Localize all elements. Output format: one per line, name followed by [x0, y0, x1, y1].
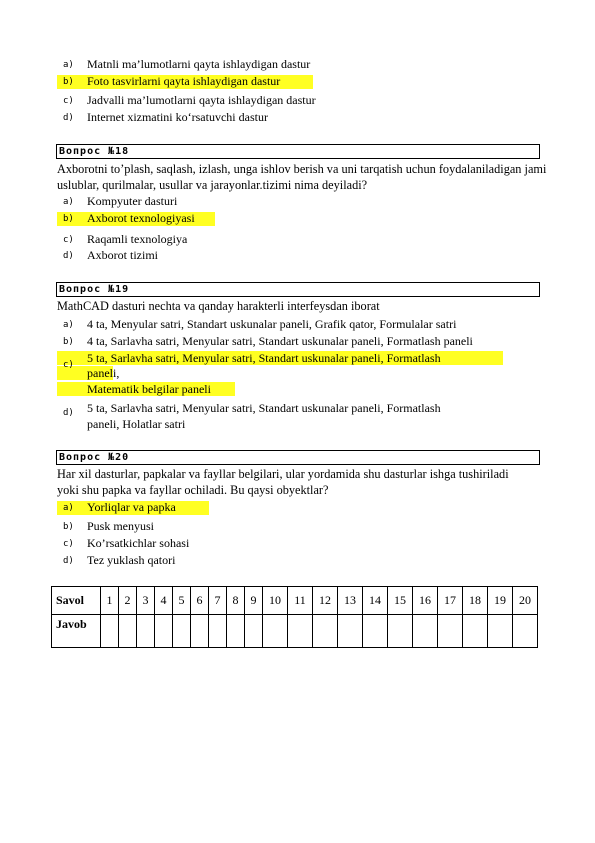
option-letter: a)	[63, 60, 74, 70]
answer-cell[interactable]	[413, 615, 438, 648]
answer-table	[51, 586, 538, 648]
question-18-text: Axborotni to’plash, saqlash, izlash, unga ishlov berish va uni tarqatish uchun foydalaniladigan jami uslublar, qurilmalar, usullar va jarayonlar.tizimi nima deyiladi?	[57, 162, 547, 192]
option-text: paneli, Holatlar satri	[87, 417, 186, 431]
option-letter: c)	[63, 360, 74, 370]
option-letter: c)	[63, 235, 74, 245]
option-text: Matematik belgilar paneli	[87, 382, 211, 396]
answer-cell[interactable]	[119, 615, 137, 648]
question-number-cell: 12	[313, 587, 338, 615]
answer-cell[interactable]	[338, 615, 363, 648]
option-text: Yorliqlar va papka	[87, 500, 176, 514]
answer-cell[interactable]	[137, 615, 155, 648]
javob-label: Javob	[52, 615, 101, 648]
question-number-cell: 9	[245, 587, 263, 615]
question-number: Вопрос №20	[59, 452, 130, 463]
option-text: Axborot texnologiyasi	[87, 211, 195, 225]
answer-cell[interactable]	[263, 615, 288, 648]
answer-cell[interactable]	[245, 615, 263, 648]
question-number-cell: 10	[263, 587, 288, 615]
answer-cell[interactable]	[513, 615, 538, 648]
option-letter: d)	[63, 556, 74, 566]
question-number-cell: 6	[191, 587, 209, 615]
question-number-cell: 16	[413, 587, 438, 615]
table-row-javob	[52, 615, 538, 648]
question-19-header	[56, 282, 540, 297]
answer-cell[interactable]	[313, 615, 338, 648]
question-number-cell: 17	[438, 587, 463, 615]
option-letter: b)	[63, 77, 74, 87]
question-20-text: Har xil dasturlar, papkalar va fayllar belgilari, ular yordamida shu dasturlar ishga tushiriladi yoki shu papka va fayllar ochiladi. Bu qaysi obyektlar?	[57, 467, 509, 497]
answer-cell[interactable]	[155, 615, 173, 648]
answer-cell[interactable]	[288, 615, 313, 648]
option-text: Jadvalli ma’lumotlarni qayta ishlaydigan dastur	[87, 93, 316, 107]
option-letter: a)	[63, 503, 74, 513]
option-text: Foto tasvirlarni qayta ishlaydigan dastur	[87, 74, 281, 88]
option-letter: b)	[63, 522, 74, 532]
savol-label: Savol	[52, 587, 101, 615]
option-letter: d)	[63, 113, 74, 123]
question-number-cell: 5	[173, 587, 191, 615]
question-number-cell: 8	[227, 587, 245, 615]
option-text: Axborot tizimi	[87, 248, 158, 262]
answer-cell[interactable]	[438, 615, 463, 648]
question-number-cell: 15	[388, 587, 413, 615]
option-text: Ko’rsatkichlar sohasi	[87, 536, 190, 550]
question-number-cell: 11	[288, 587, 313, 615]
option-letter: a)	[63, 197, 74, 207]
question-number-cell: 7	[209, 587, 227, 615]
question-number-cell: 1	[101, 587, 119, 615]
option-letter: d)	[63, 408, 74, 418]
option-text: 5 ta, Sarlavha satri, Menyular satri, Standart uskunalar paneli, Formatlash	[87, 351, 441, 365]
option-text: Kompyuter dasturi	[87, 194, 178, 208]
table-row-savol	[52, 587, 538, 615]
question-number-cell: 14	[363, 587, 388, 615]
option-text: Raqamli texnologiya	[87, 232, 188, 246]
option-letter: c)	[63, 539, 74, 549]
question-number: Вопрос №19	[59, 284, 130, 295]
option-text: 5 ta, Sarlavha satri, Menyular satri, Standart uskunalar paneli, Formatlash	[87, 401, 441, 415]
question-number-cell: 4	[155, 587, 173, 615]
option-text: Matnli ma’lumotlarni qayta ishlaydigan dastur	[87, 57, 311, 71]
option-letter: a)	[63, 320, 74, 330]
answer-cell[interactable]	[209, 615, 227, 648]
question-20-header	[56, 450, 540, 465]
answer-cell[interactable]	[388, 615, 413, 648]
answer-cell[interactable]	[463, 615, 488, 648]
answer-cell[interactable]	[488, 615, 513, 648]
question-number-cell: 19	[488, 587, 513, 615]
answer-cell[interactable]	[173, 615, 191, 648]
question-number: Вопрос №18	[59, 146, 130, 157]
answer-cell[interactable]	[101, 615, 119, 648]
answer-cell[interactable]	[191, 615, 209, 648]
question-number-cell: 13	[338, 587, 363, 615]
question-number-cell: 18	[463, 587, 488, 615]
option-text: paneli,	[87, 366, 120, 380]
answer-cell[interactable]	[363, 615, 388, 648]
question-18-header	[56, 144, 540, 159]
option-text: Pusk menyusi	[87, 519, 155, 533]
answer-cell[interactable]	[227, 615, 245, 648]
option-letter: d)	[63, 251, 74, 261]
question-number-cell: 3	[137, 587, 155, 615]
option-letter: b)	[63, 214, 74, 224]
option-text: Tez yuklash qatori	[87, 553, 176, 567]
option-letter: b)	[63, 337, 74, 347]
option-text: 4 ta, Sarlavha satri, Menyular satri, Standart uskunalar paneli, Formatlash paneli	[87, 334, 473, 348]
option-letter: c)	[63, 96, 74, 106]
question-number-cell: 20	[513, 587, 538, 615]
question-19-text: MathCAD dasturi nechta va qanday harakterli interfeysdan iborat	[57, 299, 380, 313]
question-number-cell: 2	[119, 587, 137, 615]
option-text: Internet xizmatini ko‘rsatuvchi dastur	[87, 110, 268, 124]
option-text: 4 ta, Menyular satri, Standart uskunalar paneli, Grafik qator, Formulalar satri	[87, 317, 457, 331]
